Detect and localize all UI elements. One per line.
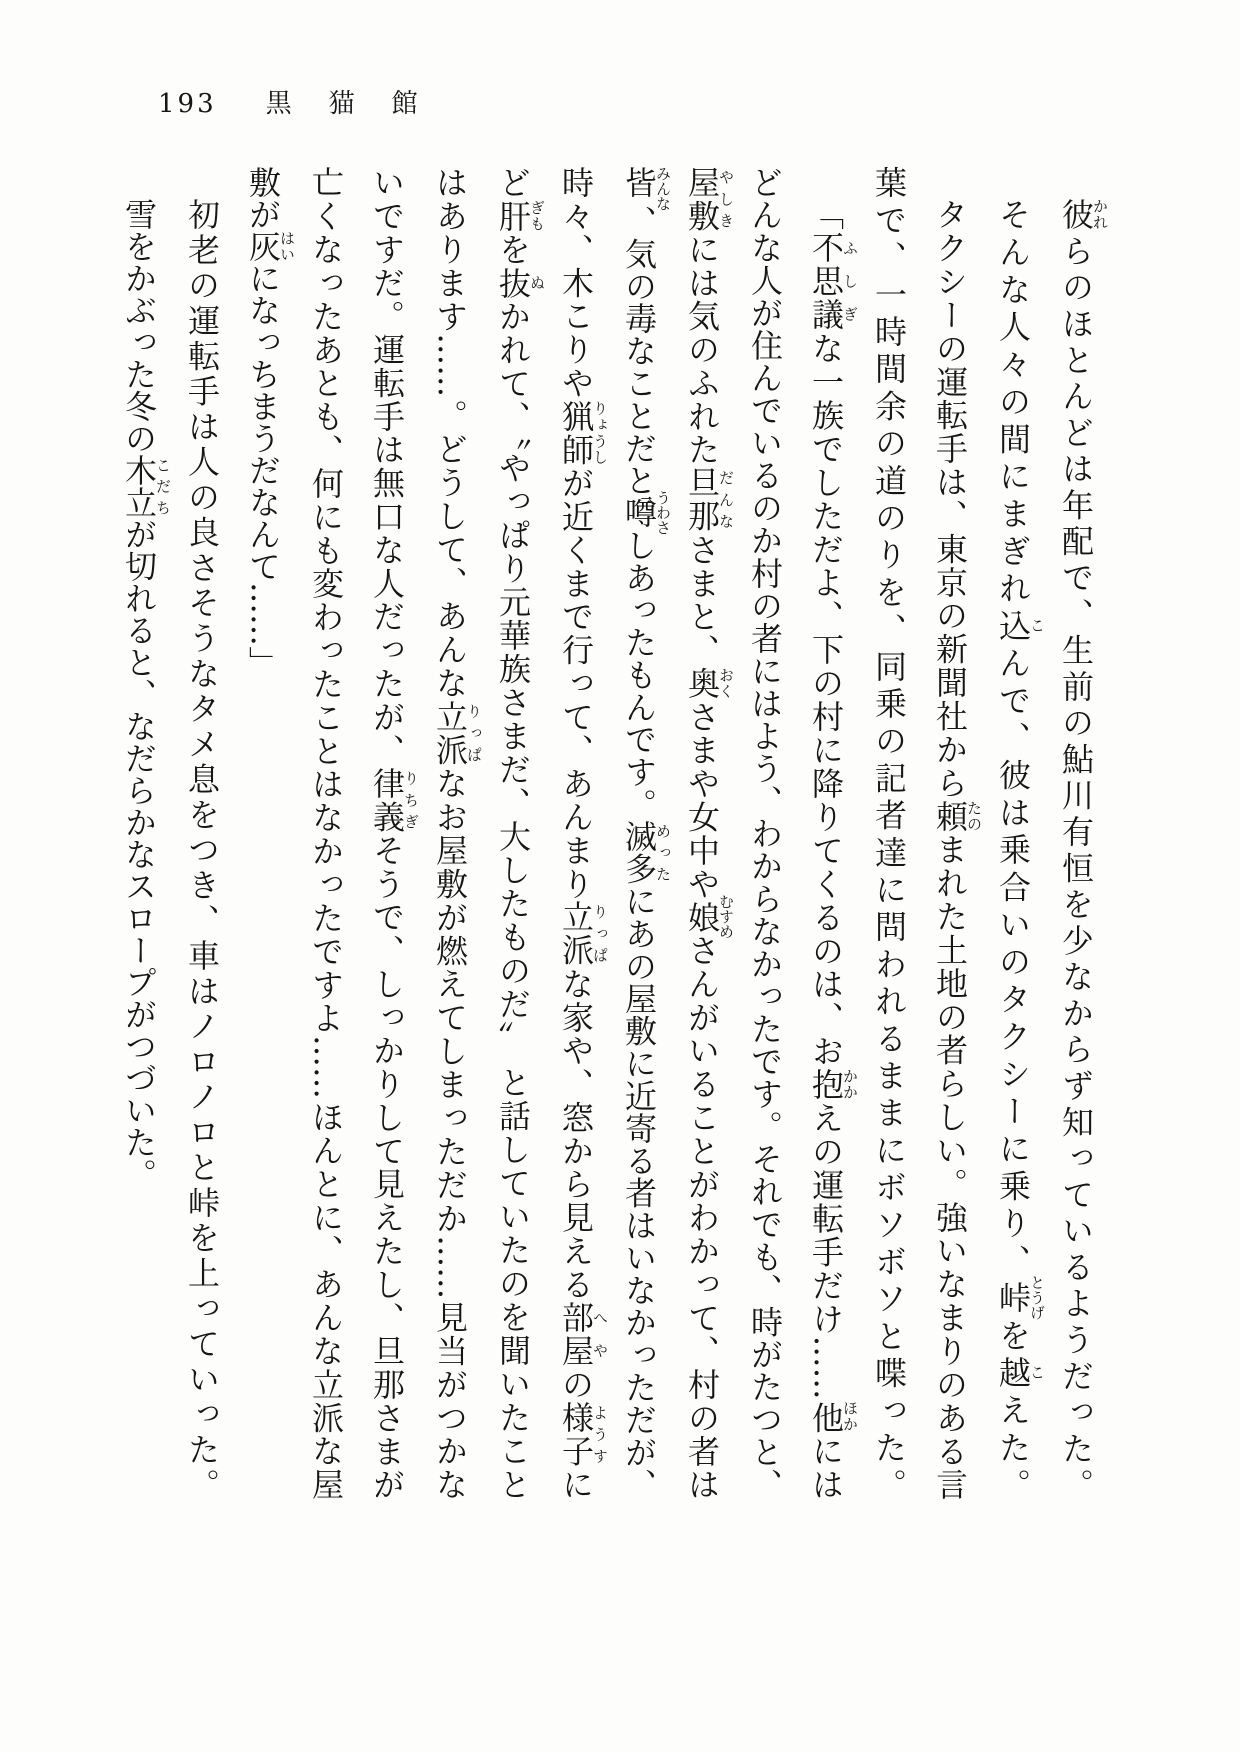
text-column: ど肝ぎもを抜ぬかれて、〝やっぱり元華族さまだ、大したものだ〞 と話していたのを聞いたこと — [494, 166, 546, 1501]
text-column: 亡くなったあとも、何にも変わったことはなかったですよ……ほんとに、あんな立派な屋 — [307, 166, 345, 1500]
text-column: どんな人が住んでいるのか村の者にはよう、わからなかったです。それでも、時がたつと、 — [746, 166, 784, 1500]
furigana-annotated-word: 木立こだち — [120, 454, 172, 518]
book-title: 黒猫館 — [265, 89, 455, 119]
furigana-annotated-word: 彼かれ — [1057, 198, 1109, 235]
furigana-annotated-word: 他ほか — [807, 1399, 859, 1435]
text-column: 雪をかぶった冬の木立こだちが切れると、なだらかなスロープがつづいた。 — [120, 198, 172, 1190]
furigana-annotated-word: 皆みんな — [620, 166, 672, 211]
furigana-annotated-word: 娘むすめ — [683, 894, 735, 940]
furigana-annotated-word: 不思議ふしぎ — [807, 231, 859, 332]
furigana-annotated-word: 頼たの — [931, 799, 983, 834]
page-number: 193 — [158, 89, 217, 119]
text-column: いですだ。運転手は無口な人だったが、律義りちぎそうで、しっかりして見えたし、旦那さまが — [368, 166, 420, 1501]
furigana-annotated-word: 屋敷やしき — [683, 166, 735, 233]
furigana-annotated-word: 律義りちぎ — [368, 766, 420, 834]
furigana-annotated-word: 噂うわさ — [620, 489, 672, 535]
text-column: そんな人々の間にまぎれ込こんで、彼は乗合いのタクシーに乗り、峠とうげを越こえた。 — [994, 198, 1046, 1501]
text-column: タクシーの運転手は、東京の新聞社から頼たのまれた土地の者らしい。強いなまりのある言 — [931, 198, 983, 1501]
furigana-annotated-word: 猟師りょうし — [557, 399, 609, 467]
running-head — [158, 90, 455, 119]
furigana-annotated-word: 肝ぎも — [494, 199, 546, 233]
furigana-annotated-word: 抜ぬ — [494, 266, 546, 300]
text-column: 「不思議ふしぎな一族でしただよ、下の村に降りてくるのは、お抱かかえの運転手だけ……他ほかには — [807, 198, 859, 1501]
furigana-annotated-word: 越こ — [994, 1355, 1046, 1394]
text-column: 皆みんな、気の毒なことだと噂うわさしあったもんです。滅多めったにあの屋敷に近寄る者はいなかっただが、 — [620, 166, 672, 1501]
text-column: 敷が灰はいになっちまうだなんて……」 — [244, 166, 296, 678]
furigana-annotated-word: 抱かか — [807, 1067, 859, 1102]
furigana-annotated-word: 奥おく — [683, 666, 735, 701]
furigana-annotated-word: 灰はい — [244, 230, 296, 262]
text-column: 時々、木こりや猟師りょうしが近くまで行って、あんまり立派りっぱな家や、窓から見える部屋へやの様子ようすに — [557, 166, 609, 1501]
furigana-annotated-word: 旦那だんな — [683, 466, 735, 534]
furigana-annotated-word: 部屋へや — [557, 1301, 609, 1368]
furigana-annotated-word: 立派りっぱ — [557, 900, 609, 968]
text-column: 屋敷やしきには気のふれた旦那だんなさまと、奥おくさまや女中や娘むすめさんがいることがわかって、村の者は — [683, 166, 735, 1501]
furigana-annotated-word: 滅多めった — [620, 820, 672, 886]
text-column: はあります……。どうして、あんな立派りっぱなお屋敷が燃えてしまっただか……見当がつかな — [431, 166, 483, 1501]
text-block — [120, 166, 1109, 1501]
furigana-annotated-word: 込こ — [994, 608, 1046, 647]
text-column: 彼かれらのほとんどは年配で、生前の鮎川有恒を少なからず知っているようだった。 — [1057, 198, 1109, 1501]
text-column: 初老の運転手は人の良さそうなタメ息をつき、車はノロノロと峠を上っていった。 — [183, 198, 221, 1500]
furigana-annotated-word: 立派りっぱ — [431, 699, 483, 767]
furigana-annotated-word: 様子ようす — [557, 1401, 609, 1469]
furigana-annotated-word: 峠とうげ — [994, 1274, 1046, 1320]
text-column: 葉で、一時間余の道のりを、同乗の記者達に問われるままにボソボソと喋った。 — [870, 166, 908, 1500]
